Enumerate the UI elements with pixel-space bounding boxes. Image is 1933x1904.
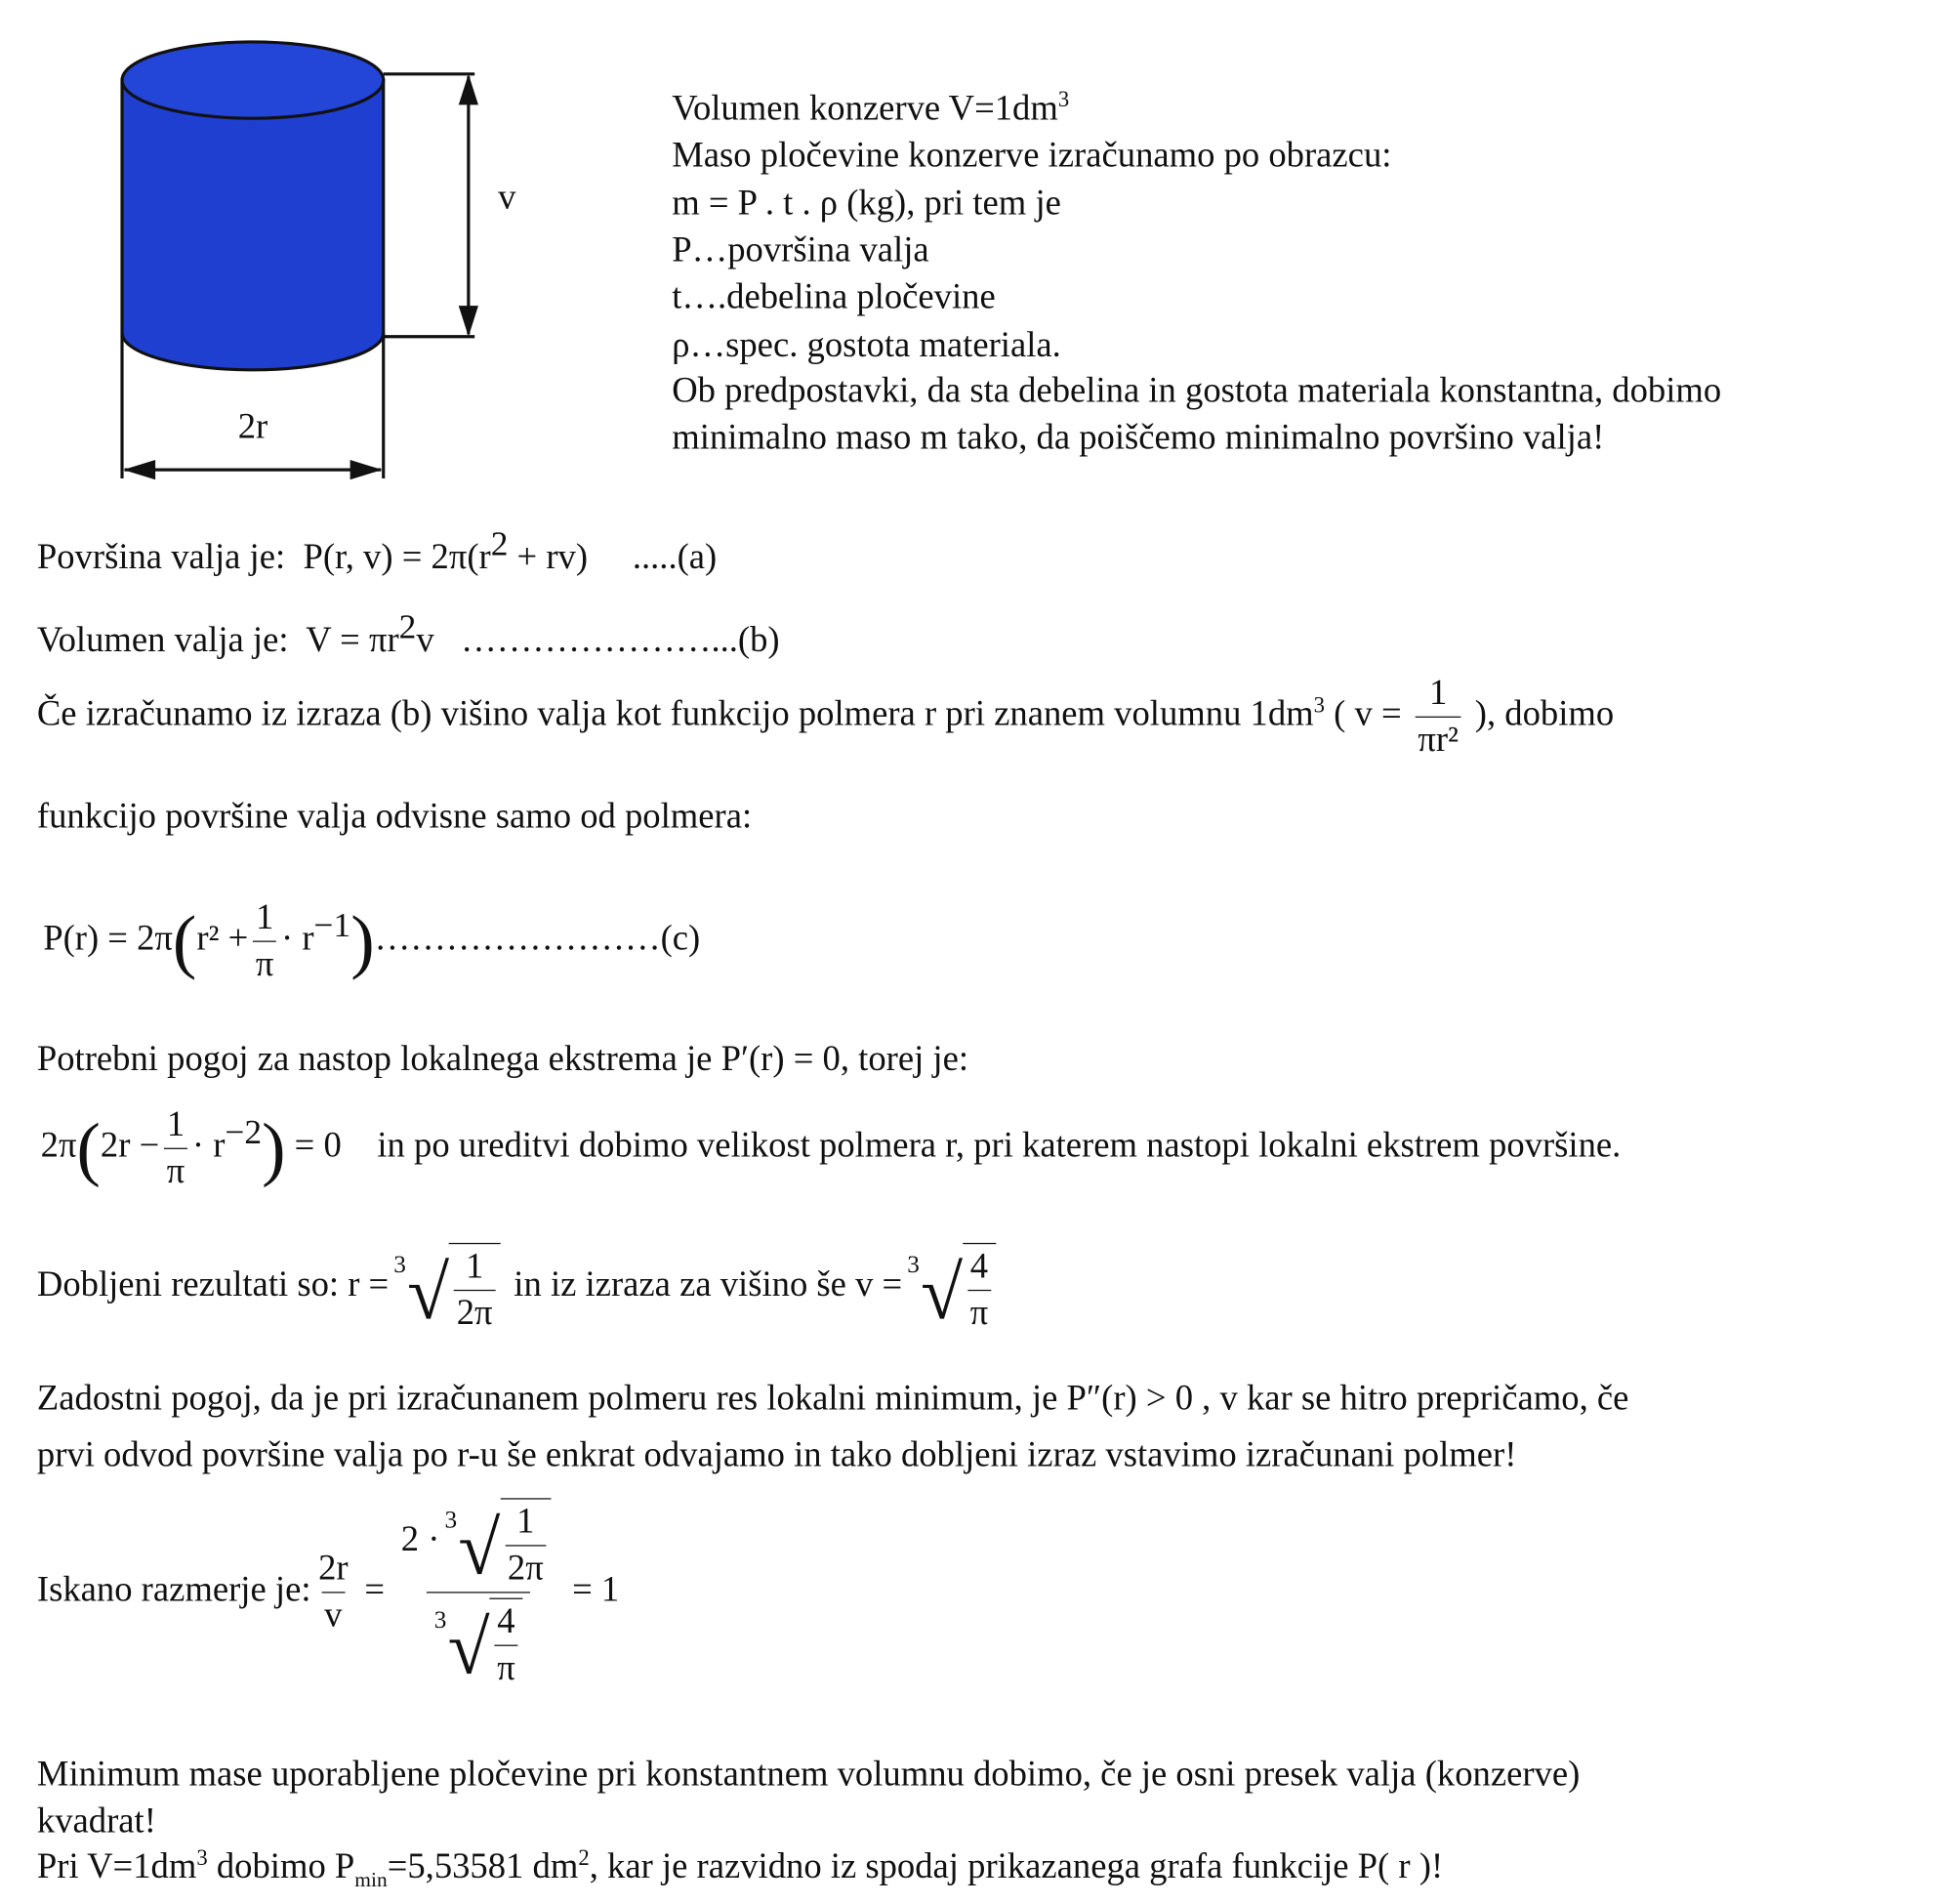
sufficient-condition-line2: prvi odvod površine valja po r-u še enkrat odvajamo in tako dobljeni izraz vstavimo izračunani polmer! xyxy=(36,1434,1517,1475)
cylinder-figure xyxy=(0,0,592,493)
intro-line: Maso pločevine konzerve izračunamo po obrazcu: xyxy=(672,135,1392,176)
cube-root: 3 √ $\frac{4}{\pi}$ xyxy=(434,1598,523,1687)
cube-root: 3 √ $\frac{1}{2\pi}$ xyxy=(393,1243,500,1332)
intro-line: minimalno maso m tako, da poiščemo minimalno površino valja! xyxy=(672,418,1605,458)
intro-line: Volumen konzerve $V=1dm^3$ xyxy=(672,86,1070,129)
necessary-condition: Potrebni pogoj za nastop lokalnega ekstrema je P′(r) = 0, torej je: xyxy=(36,1039,969,1079)
height-label: v xyxy=(498,177,516,218)
sufficient-condition: Zadostni pogoj, da je pri izračunanem polmeru res lokalni minimum, je P″(r) > 0 , v kar se hitro prepričamo, če xyxy=(36,1378,1629,1419)
diameter-label: 2r xyxy=(237,406,268,447)
intro-line: t….debelina pločevine xyxy=(672,277,996,317)
cylinder-body xyxy=(122,80,384,370)
paragraph-height-function: Če izračunamo iz izraza (b) višino valja kot funkcijo polmera r pri znanem volumnu $1dm^3$ ( v = $\frac{1}{\text{πr²}}$ ), dobimo xyxy=(36,673,1615,760)
paragraph-line: funkcijo površine valja odvisne samo od polmera: xyxy=(36,796,753,837)
cube-root: 3 √ $\frac{4}{\pi}$ xyxy=(907,1243,996,1332)
intro-line: ρ…spec. gostota materiala. xyxy=(672,325,1061,365)
equation-d: 2π(2r − $\frac{1}{\pi}$ · $r^{-2}) = 0$ in po ureditvi dobimo velikost polmera r, pri katerem nastopi lokalni ekstrem površine. xyxy=(40,1104,1622,1191)
conclusion-line: Minimum mase uporabljene pločevine pri konstantnem volumnu dobimo, če je osni presek valja (konzerve) xyxy=(36,1754,1581,1795)
intro-line: P…površina valja xyxy=(672,230,929,270)
intro-line: Ob predpostavki, da sta debelina in gostota materiala konstantna, dobimo xyxy=(672,371,1722,411)
equation-a: Površina valja je: P(r, $v) = 2\pi(r^2 + rv)$ .....(a) xyxy=(36,525,718,577)
cylinder-top xyxy=(122,42,384,118)
final-statement: Pri $V=1dm^3$ dobimo $P_{min}=5,53581$ $dm^2$, kar je razvidno iz spodaj prikazanega grafa funkcije P( r )! xyxy=(36,1844,1444,1891)
results: Dobljeni rezultati so: r = 3 √ $\frac{1}{2\pi}$ in iz izraza za višino še v = 3 √ $\frac{4}{\pi}$ xyxy=(37,1243,1001,1332)
equation-b: Volumen valja je: $V = \pi r^2v$ …………………...(b) xyxy=(36,607,780,660)
conclusion-line: kvadrat! xyxy=(36,1801,156,1842)
cube-root: 3 √ $\frac{1}{2\pi}$ xyxy=(444,1498,551,1587)
equation-c: P(r) = 2π(r² + $\frac{1}{\pi}$ · $r^{-1})\dots\dots\dots\dots\dots\dots\dots\dots(c)$ xyxy=(43,897,701,984)
intro-line: m = P . t . ρ (kg), pri tem je xyxy=(672,184,1061,224)
ratio-equation: Iskano razmerje je: $\frac{2r}{v}$ = 2 · 3 √ $\frac{1}{2\pi}$ 3 √ $\frac{4}{\pi}$ = 1 xyxy=(37,1498,619,1686)
